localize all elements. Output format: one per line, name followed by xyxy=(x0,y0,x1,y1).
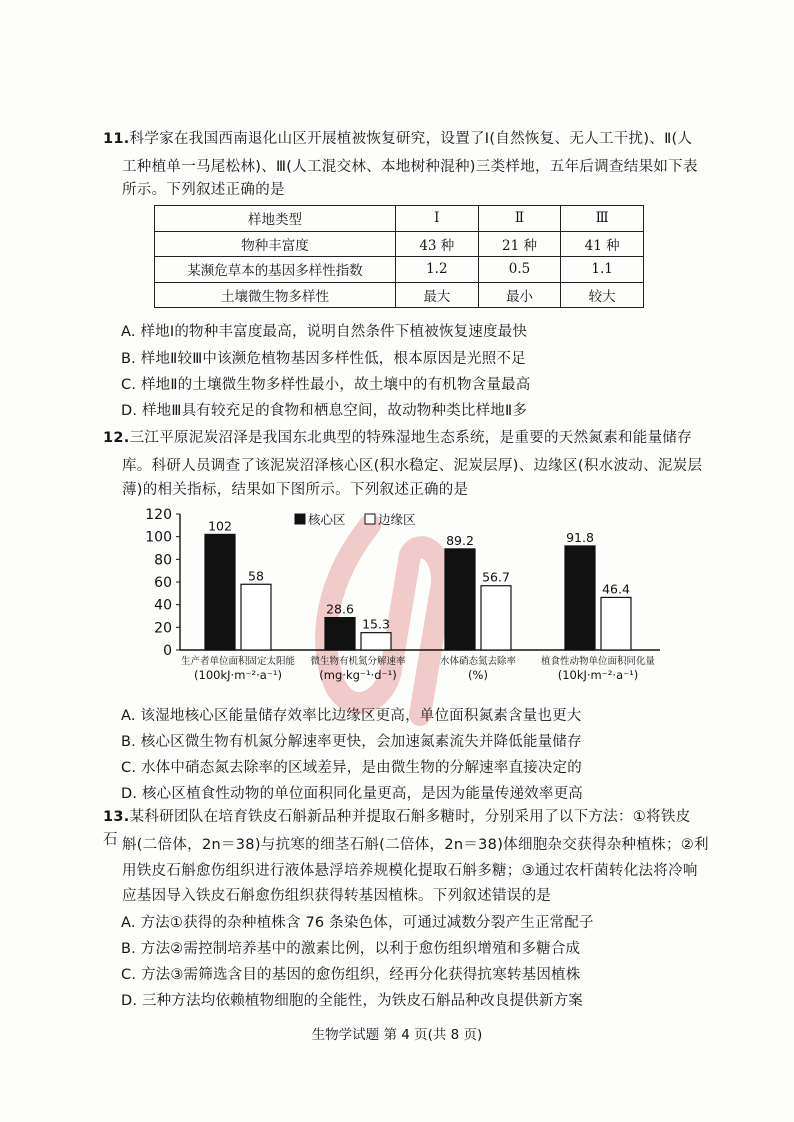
table-cell: 较大 xyxy=(561,282,644,308)
y-tick-label: 20 xyxy=(154,620,172,637)
question-12-line-1: 12.三江平原泥炭沼泽是我国东北典型的特殊湿地生态系统，是重要的天然氮素和能量储存 xyxy=(103,430,692,446)
q13-option-a: A. 方法①获得的杂种植株含 76 条染色体，可通过减数分裂产生正常配子 xyxy=(121,915,594,931)
table-cell: 物种丰富度 xyxy=(155,231,396,257)
y-tick-label: 0 xyxy=(163,643,172,659)
question-number: 11. xyxy=(103,131,130,147)
x-category-label: 水体硝态氮去除率 xyxy=(439,656,517,667)
question-number: 12. xyxy=(103,430,130,446)
bar-chart xyxy=(100,500,680,695)
bar xyxy=(445,549,475,650)
legend-swatch xyxy=(295,514,305,524)
q12-option-c: C. 水体中硝态氮去除率的区域差异，是由微生物的分解速率直接决定的 xyxy=(121,760,582,776)
x-category-unit: (%) xyxy=(468,668,488,682)
question-12 xyxy=(103,427,703,450)
table-header-cell: Ⅰ xyxy=(396,206,479,232)
bar-value-label: 15.3 xyxy=(362,616,390,632)
y-tick-label: 40 xyxy=(154,597,172,614)
q12-option-d: D. 核心区植食性动物的单位面积同化量更高，是因为能量传递效率更高 xyxy=(121,786,583,802)
table-row xyxy=(155,282,644,308)
table-cell: 43 种 xyxy=(396,231,479,257)
bar xyxy=(565,546,595,650)
bar-value-label: 58 xyxy=(248,568,264,584)
y-tick-label: 80 xyxy=(154,552,172,569)
x-category-label: 生产者单位面积固定太阳能 xyxy=(180,656,296,667)
table-cell: 41 种 xyxy=(561,231,644,257)
question-13-line-2: 斛(二倍体，2n＝38)与抗寒的细茎石斛(二倍体，2n＝38)体细胞杂交获得杂种植株；②利 xyxy=(122,837,709,853)
bar xyxy=(361,633,391,650)
table-cell: 土壤微生物多样性 xyxy=(155,282,396,308)
x-category-unit: (mg·kg⁻¹·d⁻¹) xyxy=(319,668,397,682)
question-12-line-3: 薄)的相关指标，结果如下图所示。下列叙述正确的是 xyxy=(122,482,469,498)
q11-option-a: A. 样地Ⅰ的物种丰富度最高，说明自然条件下植被恢复速度最快 xyxy=(121,324,528,340)
table-row xyxy=(155,231,644,257)
page-footer: 生物学试题 第 4 页(共 8 页) xyxy=(311,1027,483,1043)
sample-plot-table xyxy=(154,205,644,308)
y-tick-label: 60 xyxy=(154,575,172,591)
question-11-line-3: 所示。下列叙述正确的是 xyxy=(122,182,285,198)
q11-option-c: C. 样地Ⅱ的土壤微生物多样性最小，故土壤中的有机物含量最高 xyxy=(121,377,531,393)
table-cell: 1.1 xyxy=(561,257,644,283)
question-number: 13. xyxy=(103,809,130,825)
bar-value-label: 46.4 xyxy=(602,581,630,597)
q13-option-b: B. 方法②需控制培养基中的激素比例，以利于愈伤组织增殖和多糖合成 xyxy=(121,941,581,957)
bar xyxy=(241,584,271,650)
y-tick-label: 100 xyxy=(145,529,172,546)
q11-option-d: D. 样地Ⅲ具有较充足的食物和栖息空间，故动物种类比样地Ⅱ多 xyxy=(121,403,528,419)
table-header-cell: Ⅱ xyxy=(478,206,561,232)
question-11 xyxy=(103,128,703,151)
q13-option-c: C. 方法③需筛选含目的基因的愈伤组织，经再分化获得抗寒转基因植株 xyxy=(121,967,581,983)
question-11-line-1: 11.科学家在我国西南退化山区开展植被恢复研究，设置了Ⅰ(自然恢复、无人工干扰)、Ⅱ(人 xyxy=(103,131,693,147)
q12-option-a: A. 该湿地核心区能量储存效率比边缘区更高，单位面积氮素含量也更大 xyxy=(121,708,582,724)
bar-value-label: 91.8 xyxy=(566,529,594,545)
bar-value-label: 89.2 xyxy=(446,532,474,548)
bar-value-label: 56.7 xyxy=(482,569,510,585)
question-12-line-2: 库。科研人员调查了该泥炭沼泽核心区(积水稳定、泥炭层厚)、边缘区(积水波动、泥炭层 xyxy=(122,458,703,474)
x-category-unit: (10kJ·m⁻²·a⁻¹) xyxy=(557,668,639,682)
legend-label: 核心区 xyxy=(308,512,346,527)
question-13-line-4: 应基因导入铁皮石斛愈伤组织获得转基因植株。下列叙述错误的是 xyxy=(122,888,552,904)
y-tick-label: 120 xyxy=(145,507,172,523)
x-category-label: 微生物有机氮分解速率 xyxy=(310,656,406,667)
table-cell: 最小 xyxy=(478,282,561,308)
question-13-line-3: 用铁皮石斛愈伤组织进行液体悬浮培养规模化提取石斛多糖；③通过农杆菌转化法将冷响 xyxy=(122,863,698,879)
question-13-line-1: 13.某科研团队在培育铁皮石斛新品种并提取石斛多糖时，分别采用了以下方法：①将铁皮石 xyxy=(103,809,691,848)
bar xyxy=(205,534,235,650)
q12-option-b: B. 核心区微生物有机氮分解速率更快，会加速氮素流失并降低能量储存 xyxy=(121,734,582,750)
table-cell: 0.5 xyxy=(478,257,561,283)
x-category-label: 植食性动物单位面积同化量 xyxy=(540,656,656,667)
bar xyxy=(481,586,511,650)
table-header-cell: 样地类型 xyxy=(155,206,396,232)
question-11-line-2: 工种植单一马尾松林)、Ⅲ(人工混交林、本地树种混种)三类样地，五年后调查结果如下表 xyxy=(122,159,698,175)
table-cell: 最大 xyxy=(396,282,479,308)
q11-option-b: B. 样地Ⅱ较Ⅲ中该濒危植物基因多样性低，根本原因是光照不足 xyxy=(121,351,526,367)
x-category-unit: (100kJ·m⁻²·a⁻¹) xyxy=(194,668,282,682)
legend-label: 边缘区 xyxy=(378,512,416,527)
legend-swatch xyxy=(365,514,375,524)
table-header-row xyxy=(155,206,644,232)
bar xyxy=(601,597,631,650)
bar xyxy=(325,618,355,650)
table-header-cell: Ⅲ xyxy=(561,206,644,232)
q13-option-d: D. 三种方法均依赖植物细胞的全能性，为铁皮石斛品种改良提供新方案 xyxy=(121,993,583,1009)
table-cell: 21 种 xyxy=(478,231,561,257)
bar-value-label: 102 xyxy=(208,518,232,534)
table-row xyxy=(155,257,644,283)
table-cell: 1.2 xyxy=(396,257,479,283)
table-cell: 某濒危草本的基因多样性指数 xyxy=(155,257,396,283)
bar-value-label: 28.6 xyxy=(326,601,354,617)
